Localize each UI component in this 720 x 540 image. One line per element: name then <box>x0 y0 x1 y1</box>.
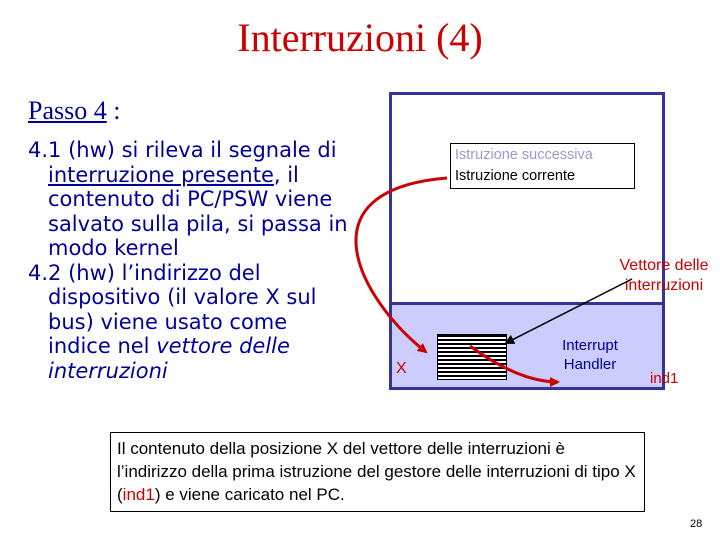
point-4-2-italic: vettore delle interruzioni <box>48 334 290 383</box>
point-4-1 <box>28 138 348 261</box>
point-4-1-underlined: interruzione presente <box>48 162 274 187</box>
ind1-label: ind1 <box>650 370 679 387</box>
note-ind1: ind1 <box>122 485 155 504</box>
step-label: Passo 4 <box>28 96 107 125</box>
slide-title: Interruzioni (4) <box>237 15 483 60</box>
point-4-2-text: 4.2 (hw) l’indirizzo del dispositivo (il valore X sul bus) viene usato come indice nel <box>28 260 317 358</box>
explanation-note <box>110 432 645 512</box>
vector-label: Vettore delle interruzioni <box>619 257 709 294</box>
step-suffix: : <box>106 96 121 125</box>
point-4-1-text-a: 4.1 (hw) si rileva il segnale di <box>28 138 337 162</box>
next-instruction-label: Istruzione successiva <box>455 147 593 163</box>
current-instruction-label: Istruzione corrente <box>455 168 576 184</box>
page-number: 28 <box>690 518 703 530</box>
interrupt-vector-table <box>437 334 507 380</box>
instruction-box <box>450 143 635 189</box>
step-heading <box>28 96 120 126</box>
interrupt-handler-label: Interrupt Handler <box>562 337 618 373</box>
note-text-a: Il contenuto della posizione X del vettore delle interruzioni è l’indirizzo della prima istruzione del gestore delle interruzioni di tipo X ( <box>117 439 636 504</box>
point-4-1-text-b: , il contenuto di PC/PSW viene salvato sulla pila, si passa in modo kernel <box>48 162 348 260</box>
step-description <box>28 138 348 383</box>
note-text-b: ) e viene caricato nel PC. <box>154 485 345 504</box>
x-label: X <box>396 360 407 377</box>
point-4-2 <box>28 261 348 384</box>
